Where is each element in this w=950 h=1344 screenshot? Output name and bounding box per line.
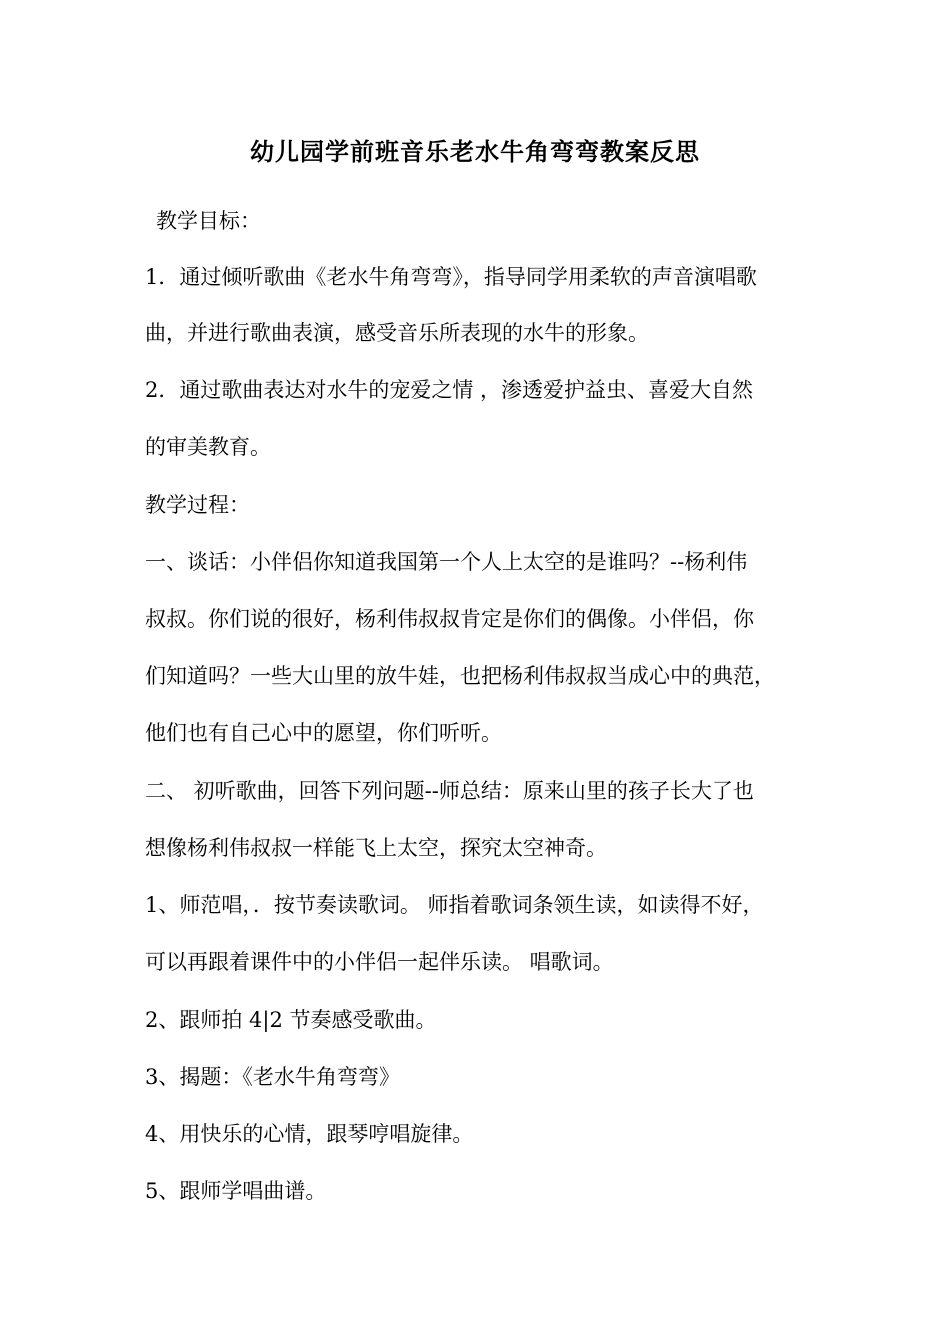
list-item: 4、用快乐的心情，跟琴哼唱旋律。	[145, 1122, 474, 1146]
paragraph-line: 想像杨利伟叔叔一样能飞上太空，探究太空神奇。	[145, 836, 607, 860]
paragraph-line: 2．通过歌曲表达对水牛的宠爱之情 ，渗透爱护益虫、喜爱大自然	[145, 378, 754, 402]
document-title: 幼儿园学前班音乐老水牛角弯弯教案反思	[250, 137, 700, 166]
list-item: 2、跟师拍 4|2 节奏感受歌曲。	[145, 1008, 437, 1032]
paragraph-line: 1、师范唱，．按节奏读歌词。 师指着歌词条领生读，如读得不好，	[145, 893, 764, 917]
section-heading-process: 教学过程：	[145, 493, 250, 517]
paragraph-line: 们知道吗？一些大山里的放牛娃，也把杨利伟叔叔当成心中的典范，	[145, 664, 775, 688]
list-item: 3、揭题：《老水牛角弯弯》	[145, 1065, 400, 1089]
paragraph-line: 一、谈话：小伴侣你知道我国第一个人上太空的是谁吗？--杨利伟	[145, 550, 748, 574]
paragraph-line: 可以再跟着课件中的小伴侣一起伴乐读。 唱歌词。	[145, 950, 614, 974]
paragraph-line: 的审美教育。	[145, 435, 271, 459]
paragraph-line: 二、 初听歌曲，回答下列问题--师总结：原来山里的孩子长大了也	[145, 779, 754, 803]
paragraph-line: 1．通过倾听歌曲《老水牛角弯弯》，指导同学用柔软的声音演唱歌	[145, 265, 757, 289]
paragraph-line: 叔叔。你们说的很好，杨利伟叔叔肯定是你们的偶像。小伴侣，你	[145, 607, 754, 631]
list-item: 5、跟师学唱曲谱。	[145, 1179, 327, 1203]
section-heading-objectives: 教学目标：	[156, 209, 261, 233]
paragraph-line: 曲，并进行歌曲表演，感受音乐所表现的水牛的形象。	[145, 321, 649, 345]
paragraph-line: 他们也有自己心中的愿望，你们听听。	[145, 721, 502, 745]
